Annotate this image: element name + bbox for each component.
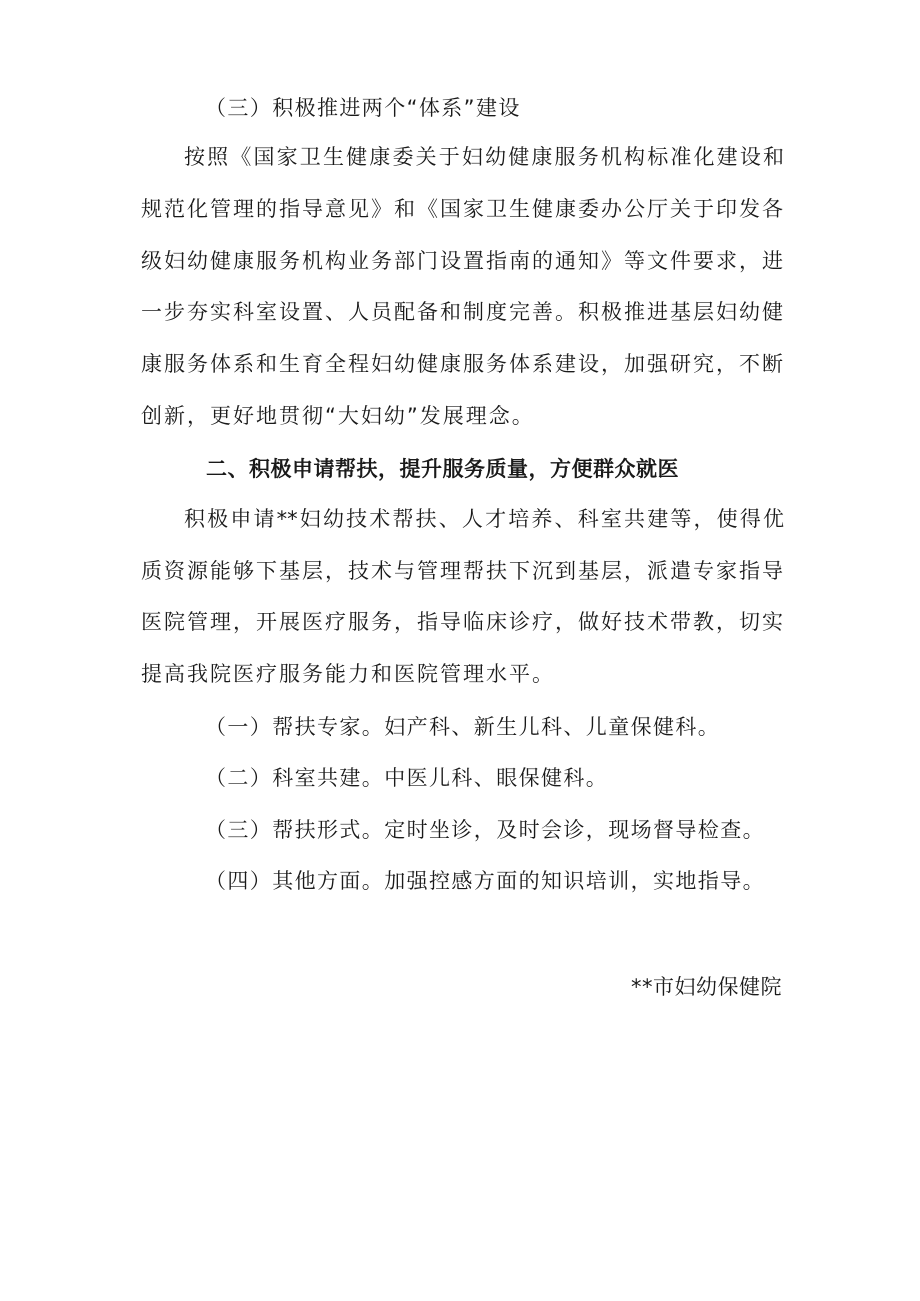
section-heading-3: （三）积极推进两个“体系”建设 [205,96,521,120]
part-heading-2: 二、积极申请帮扶，提升服务质量，方便群众就医 [206,457,679,481]
paragraph2-line-3: 医院管理，开展医疗服务，指导临床诊疗，做好技术带教，切实 [141,610,783,634]
paragraph-line-2: 规范化管理的指导意见》和《国家卫生健康委办公厅关于印发各 [141,197,783,221]
paragraph-line-5: 康服务体系和生育全程妇幼健康服务体系建设，加强研究，不断 [141,352,783,376]
list-item-1: （一）帮扶专家。妇产科、新生儿科、儿童保健科。 [205,715,721,739]
paragraph-line-3: 级妇幼健康服务机构业务部门设置指南的通知》等文件要求，进 [141,249,783,273]
paragraph2-line-4: 提高我院医疗服务能力和医院管理水平。 [141,662,555,686]
list-item-4: （四）其他方面。加强控感方面的知识培训，实地指导。 [205,869,765,893]
list-item-3: （三）帮扶形式。定时坐诊，及时会诊，现场督导检查。 [205,818,765,842]
paragraph2-line-2: 质资源能够下基层，技术与管理帮扶下沉到基层，派遣专家指导 [141,559,783,583]
paragraph2-line-1: 积极申请**妇幼技术帮扶、人才培养、科室共建等，使得优 [184,507,784,531]
signature: **市妇幼保健院 [631,975,782,999]
paragraph-line-6: 创新，更好地贯彻“大妇幼”发展理念。 [141,404,535,428]
paragraph-line-1: 按照《国家卫生健康委关于妇幼健康服务机构标准化建设和 [184,145,784,169]
list-item-2: （二）科室共建。中医儿科、眼保健科。 [205,766,609,790]
paragraph-line-4: 一步夯实科室设置、人员配备和制度完善。积极推进基层妇幼健 [141,300,783,324]
